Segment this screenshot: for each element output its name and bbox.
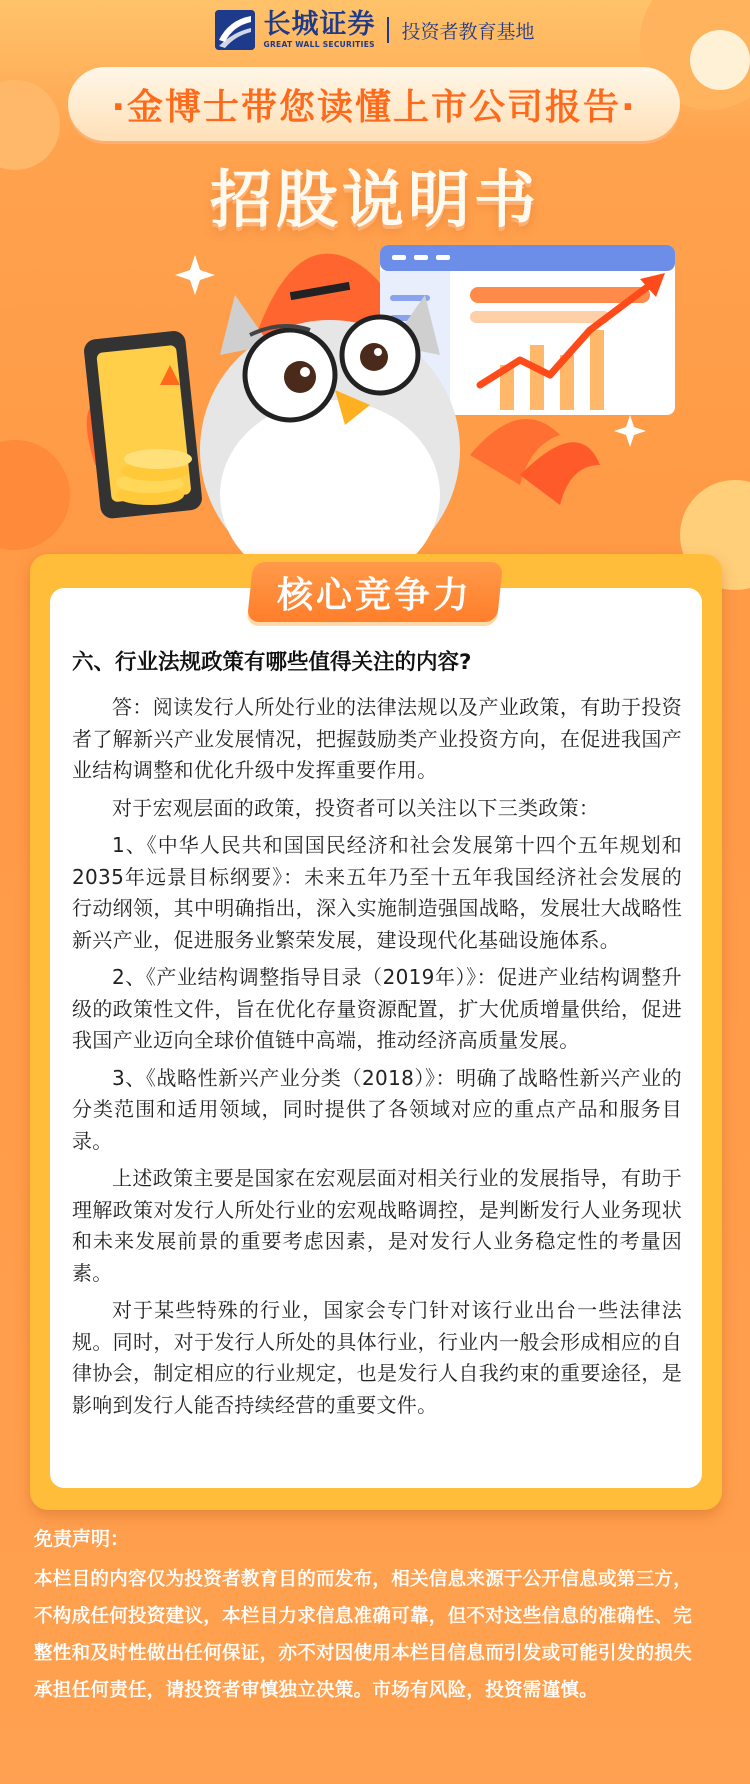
header	[0, 0, 750, 60]
banner	[68, 67, 680, 141]
owl-mascot-icon	[200, 282, 460, 565]
banner-text: ·金博士带您读懂上市公司报告·	[111, 86, 637, 128]
article-content	[72, 648, 682, 1427]
page-title: 招股说明书	[209, 163, 540, 236]
hero-illustration	[0, 235, 750, 565]
paragraph: 1、《中华人民共和国国民经济和社会发展第十四个五年规划和2035年远景目标纲要》：未来五年乃至十五年我国经济社会发展的行动纲领，其中明确指出，深入实施制造强国战略，发展壮大战略性新兴产业，促进服务业繁荣发展，建设现代化基础设施体系。	[72, 833, 682, 952]
logo-en: GREAT WALL SECURITIES	[263, 40, 375, 50]
sparkle-icon	[614, 415, 646, 447]
paragraph: 答：阅读发行人所处行业的法律法规以及产业政策，有助于投资者了解新兴产业发展情况，把握鼓励类产业投资方向，在促进我国产业结构调整和优化升级中发挥重要作用。	[72, 695, 682, 783]
logo-cn: 长城证券	[263, 9, 376, 41]
logo-divider	[387, 17, 389, 43]
disclaimer-title: 免责声明：	[34, 1528, 130, 1550]
paragraph: 2、《产业结构调整指导目录（2019年）》：促进产业结构调整升级的政策性文件，旨在优化存量资源配置，扩大优质增量供给，促进我国产业迈向全球价值链中高端，推动经济高质量发展。	[72, 965, 682, 1053]
header-subtitle: 投资者教育基地	[401, 20, 535, 43]
paragraph: 上述政策主要是国家在宏观层面对相关行业的发展指导，有助于理解政策对发行人所处行业的宏观战略调控，是判断发行人业务现状和未来发展前景的重要考虑因素，是对发行人业务稳定性的考量因素。	[72, 1166, 682, 1285]
section-tab	[247, 562, 503, 622]
logo-text	[263, 11, 375, 49]
coins-icon	[116, 449, 192, 505]
great-wall-logo-icon	[215, 10, 255, 50]
disclaimer	[34, 1524, 694, 1709]
paragraph: 对于某些特殊的行业，国家会专门针对该行业出台一些法律法规。同时，对于发行人所处的具体行业，行业内一般会形成相应的自律协会，制定相应的行业规定，也是发行人自我约束的重要途径，是影响到发行人能否持续经营的重要文件。	[72, 1298, 682, 1417]
question-title: 六、行业法规政策有哪些值得关注的内容?	[72, 650, 472, 675]
paragraph: 对于宏观层面的政策，投资者可以关注以下三类政策：	[112, 795, 600, 820]
paragraph: 3、《战略性新兴产业分类（2018）》：明确了战略性新兴产业的分类范围和适用领域，同时提供了各领域对应的重点产品和服务目录。	[72, 1065, 682, 1153]
sparkle-icon	[175, 255, 215, 295]
section-tab-label: 核心竞争力	[277, 574, 473, 616]
disclaimer-body: 本栏目的内容仅为投资者教育目的而发布，相关信息来源于公开信息或第三方，不构成任何投资建议，本栏目力求信息准确可靠，但不对这些信息的准确性、完整性和及时性做出任何保证，亦不对因使用本栏目信息而引发或可能引发的损失承担任何责任，请投资者审慎独立决策。市场有风险，投资需谨慎。	[34, 1569, 693, 1701]
